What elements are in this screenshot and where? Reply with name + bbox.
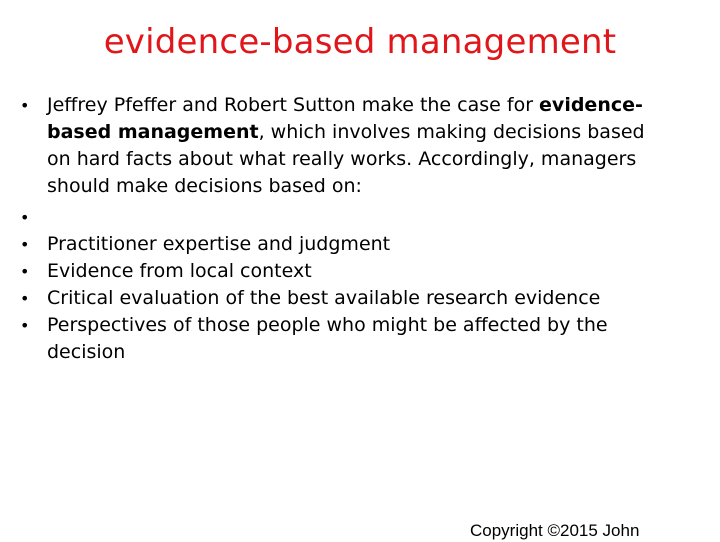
intro-text bbox=[47, 94, 645, 197]
bullet-text: Critical evaluation of the best available research evidence bbox=[47, 287, 601, 309]
bullet-intro bbox=[20, 92, 660, 200]
slide-title: evidence-based management bbox=[103, 22, 617, 62]
bullet-marker: • bbox=[20, 289, 30, 308]
bullet-empty bbox=[20, 204, 660, 231]
bullet-practitioner-expertise bbox=[20, 231, 660, 258]
bullet-text: Perspectives of those people who might be affected by the decision bbox=[47, 314, 608, 363]
bullet-affected-perspectives bbox=[20, 312, 660, 366]
bullet-marker: • bbox=[20, 262, 30, 281]
bullet-marker: • bbox=[20, 316, 30, 335]
bullet-local-context bbox=[20, 258, 660, 285]
intro-text-end: , which involves making decisions based on hard facts about what really works. Accordingly, managers should make decisions based on: bbox=[47, 121, 645, 197]
intro-text-start: Jeffrey Pfeffer and Robert Sutton make the case for bbox=[47, 94, 540, 116]
bullet-text: Evidence from local context bbox=[47, 260, 312, 282]
bullet-list bbox=[20, 92, 660, 366]
bullet-marker: • bbox=[20, 96, 30, 115]
bullet-marker: • bbox=[20, 208, 30, 227]
bullet-marker: • bbox=[20, 235, 30, 254]
copyright-notice: Copyright ©2015 John bbox=[470, 521, 640, 540]
intro-text-emphasis: evidence-based management bbox=[47, 94, 643, 143]
bullet-text: Practitioner expertise and judgment bbox=[47, 233, 391, 255]
bullet-research-evidence bbox=[20, 285, 660, 312]
